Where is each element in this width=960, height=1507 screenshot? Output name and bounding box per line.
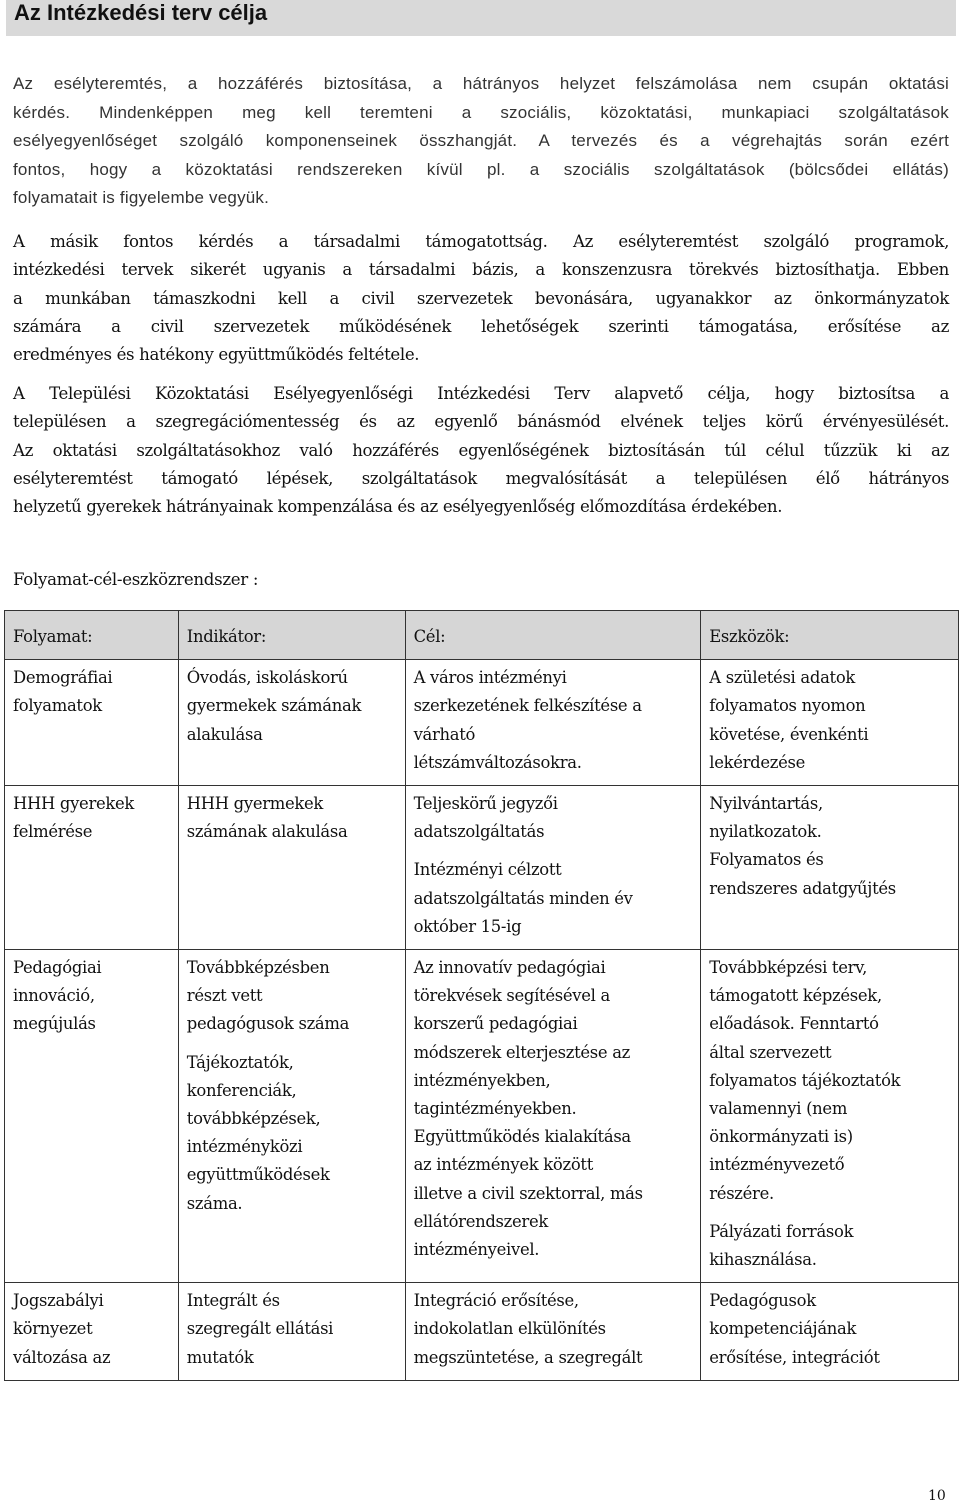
goal-line: Az oktatási szolgáltatásokhoz való hozzáférés egyenlőségének biztosításán túl célul tűzzük ki az [13, 440, 949, 460]
cell-text-line: innováció, [13, 986, 95, 1006]
support-line: eredményes és hatékony együttműködés feltétele. [13, 345, 420, 365]
process-goal-tool-table [4, 610, 959, 1381]
header-cell-indicator: Indikátor: [178, 611, 405, 660]
intro-line: esélyegyenlőséget szolgáló komponenseinek összhangját. A tervezés és a végrehajtás során ezért [13, 131, 949, 150]
cell-text-line: megszüntetése, a szegregált [413, 1347, 643, 1367]
intro-line: kérdés. Mindenképpen meg kell teremteni a szociális, közoktatási, munkapiaci szolgáltatások [13, 102, 949, 122]
cell-text-line: kompetenciájának [709, 1319, 857, 1339]
cell-text-line: Továbbképzési terv, [709, 958, 868, 978]
cell-text-line: gyermekek számának [186, 696, 362, 716]
cell-goal [405, 660, 701, 786]
table-row [5, 660, 959, 786]
cell-text-line: október 15-ig [413, 916, 522, 936]
page-number: 10 [928, 1488, 946, 1504]
cell-text-line: nyilatkozatok. [709, 822, 822, 842]
cell-text-line: HHH gyerekek [13, 794, 135, 814]
cell-text-line: létszámváltozásokra. [413, 752, 582, 772]
cell-text-line: rendszeres adatgyűjtés [709, 878, 896, 898]
cell-text-line: megújulás [13, 1014, 96, 1034]
cell-text-line: Jogszabályi [13, 1291, 104, 1311]
cell-text-line: intézményvezető [709, 1155, 845, 1175]
cell-text-line: kihasználása. [709, 1250, 817, 1270]
cell-text-line: törekvések segítésével a [413, 986, 610, 1006]
cell-text-line: Folyamatos és [709, 850, 824, 870]
cell-text-line: követése, évenkénti [709, 724, 869, 744]
cell-text-line: Pályázati források [709, 1221, 854, 1241]
cell-text-line: szegregált ellátási [186, 1319, 334, 1339]
cell-text-line: HHH gyermekek [186, 794, 324, 814]
cell-text-line: pedagógusok száma [186, 1014, 350, 1034]
intro-paragraph [13, 70, 949, 213]
intro-line: fontos, hogy a közoktatási rendszereken kívül pl. a szociális szolgáltatások (bölcsődei ellátás) [13, 159, 949, 179]
cell-process [5, 660, 179, 786]
cell-text-line: támogatott képzések, [709, 986, 882, 1006]
cell-text-line: módszerek elterjesztése az [413, 1042, 630, 1062]
cell-text-line: folyamatok [13, 696, 102, 716]
block-gap [709, 1208, 950, 1218]
cell-indicator [178, 950, 405, 1283]
support-paragraph [13, 228, 949, 369]
support-line: A másik fontos kérdés a társadalmi támogatottság. Az esélyteremtést szolgáló programok, [13, 232, 949, 251]
goal-paragraph [13, 380, 949, 521]
cell-text-line: szerkezetének felkészítése a [413, 696, 642, 716]
cell-text-line: tagintézményekben. [413, 1099, 577, 1119]
table-row [5, 1283, 959, 1381]
cell-indicator [178, 660, 405, 786]
cell-process [5, 1283, 179, 1381]
cell-tools [701, 1283, 959, 1381]
cell-text-line: mutatók [186, 1347, 254, 1367]
cell-text-line: Az innovatív pedagógiai [413, 958, 606, 978]
cell-text-line: indokolatlan elkülönítés [413, 1319, 606, 1339]
cell-text-line: intézményközi [186, 1137, 303, 1157]
cell-text-line: Óvodás, iskoláskorú [186, 668, 348, 688]
goal-line: helyzetű gyerekek hátrányainak kompenzálása és az esélyegyenlőség előmozdítása érdekében. [13, 497, 783, 517]
cell-text-line: száma. [186, 1193, 243, 1213]
cell-text-line: Nyilvántartás, [709, 794, 823, 814]
intro-line: Az esélyteremtés, a hozzáférés biztosítása, a hátrányos helyzet felszámolása nem csupán oktatási [13, 74, 949, 93]
block-gap [414, 846, 693, 856]
goal-line: A Települési Közoktatási Esélyegyenlőségi Intézkedési Terv alapvető célja, hogy biztosítsa a [13, 384, 949, 403]
cell-text-line: továbbképzések, [186, 1109, 321, 1129]
cell-text-line: felmérése [13, 822, 93, 842]
table-header-row [5, 611, 959, 660]
header-cell-tools: Eszközök: [701, 611, 959, 660]
cell-goal [405, 1283, 701, 1381]
cell-text-line: adatszolgáltatás minden év [413, 888, 633, 908]
cell-tools [701, 660, 959, 786]
cell-text-line: várható [413, 724, 476, 744]
cell-text-line: részére. [709, 1183, 774, 1203]
cell-text-line: környezet [13, 1319, 93, 1339]
cell-goal [405, 786, 701, 950]
section-heading: Az Intézkedési terv célja [6, 0, 956, 36]
cell-text-line: A város intézményi [413, 668, 567, 688]
cell-goal [405, 950, 701, 1283]
table-title: Folyamat-cél-eszközrendszer : [13, 570, 259, 589]
cell-text-line: lekérdezése [709, 752, 806, 772]
cell-text-line: Demográfiai [13, 668, 113, 688]
cell-text-line: az intézmények között [413, 1155, 593, 1175]
table-row [5, 786, 959, 950]
cell-text-line: Integrált és [186, 1291, 280, 1311]
cell-text-line: Integráció erősítése, [413, 1291, 579, 1311]
cell-text-line: változása az [13, 1347, 111, 1367]
cell-text-line: Együttműködés kialakítása [413, 1127, 631, 1147]
block-gap [187, 1039, 397, 1049]
cell-text-line: A születési adatok [709, 668, 856, 688]
cell-text-line: Intézményi célzott [413, 860, 562, 880]
cell-text-line: ellátórendszerek [413, 1211, 548, 1231]
support-line: a munkában támaszkodni kell a civil szervezetek bevonására, ugyanakkor az önkormányzatok [13, 288, 949, 308]
cell-text-line: részt vett [186, 986, 263, 1006]
header-cell-goal: Cél: [405, 611, 701, 660]
cell-text-line: Teljeskörű jegyzői [413, 794, 558, 814]
cell-text-line: számának alakulása [186, 822, 348, 842]
cell-text-line: erősítése, integrációt [709, 1347, 880, 1367]
cell-process [5, 950, 179, 1283]
cell-indicator [178, 786, 405, 950]
cell-text-line: Pedagógiai [13, 958, 102, 978]
cell-tools [701, 786, 959, 950]
cell-text-line: együttműködések [186, 1165, 330, 1185]
cell-text-line: Továbbképzésben [186, 958, 330, 978]
cell-text-line: valamennyi (nem [709, 1099, 848, 1119]
cell-indicator [178, 1283, 405, 1381]
cell-text-line: előadások. Fenntartó [709, 1014, 879, 1034]
cell-text-line: folyamatos tájékoztatók [709, 1070, 901, 1090]
cell-text-line: intézményekben, [413, 1070, 551, 1090]
cell-text-line: illetve a civil szektorral, más [413, 1183, 643, 1203]
table-row [5, 950, 959, 1283]
cell-text-line: folyamatos nyomon [709, 696, 866, 716]
header-cell-process: Folyamat: [5, 611, 179, 660]
cell-text-line: alakulása [186, 724, 263, 744]
cell-text-line: adatszolgáltatás [413, 822, 545, 842]
goal-line: esélyteremtést támogató lépések, szolgáltatások megvalósítását a településen élő hátrányos [13, 468, 949, 488]
cell-process [5, 786, 179, 950]
cell-text-line: Pedagógusok [709, 1291, 816, 1311]
cell-text-line: Tájékoztatók, [186, 1052, 294, 1072]
cell-tools [701, 950, 959, 1283]
cell-text-line: korszerű pedagógiai [413, 1014, 578, 1034]
support-line: számára a civil szervezetek működésének lehetőségek szerinti támogatása, erősítése az [13, 316, 949, 336]
support-line: intézkedési tervek sikerét ugyanis a társadalmi bázis, a konszenzusra törekvés biztosíthatja. Ebben [13, 260, 949, 280]
cell-text-line: konferenciák, [186, 1080, 297, 1100]
cell-text-line: intézményeivel. [413, 1240, 540, 1260]
goal-line: településen a szegregációmentesség és az egyenlő bánásmód elvének teljes körű érvényesülését. [13, 412, 949, 432]
intro-line: folyamatait is figyelembe vegyük. [13, 188, 270, 207]
cell-text-line: által szervezett [709, 1042, 832, 1062]
cell-text-line: önkormányzati is) [709, 1127, 853, 1147]
